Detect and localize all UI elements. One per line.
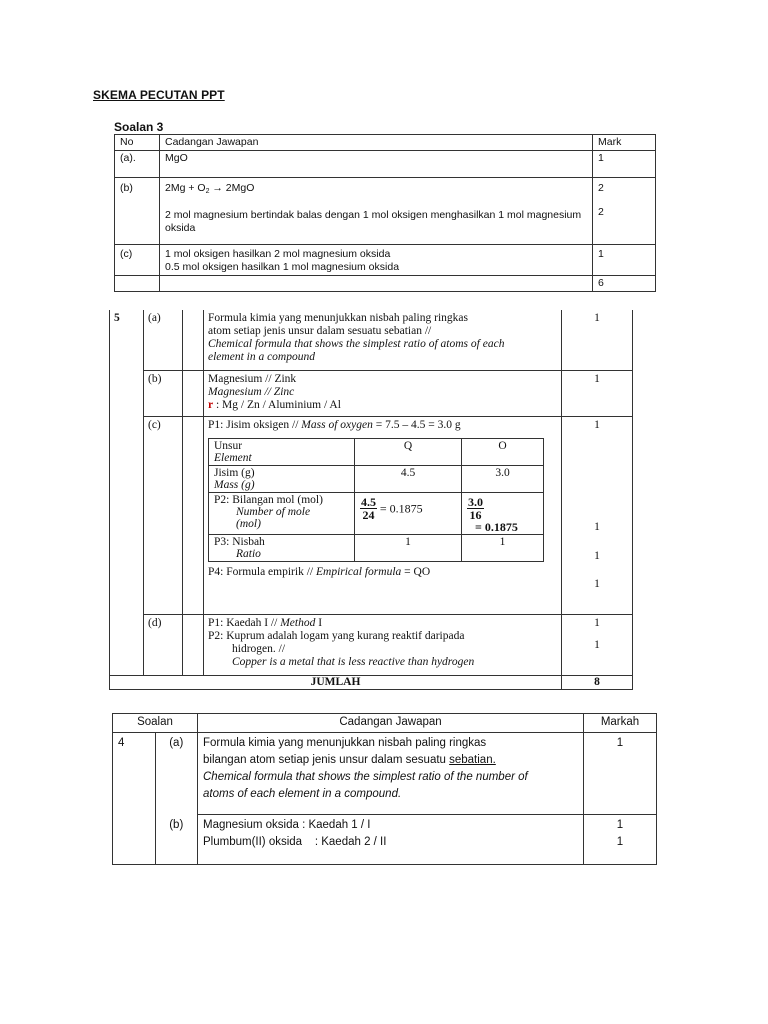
answer-line: 1 mol oksigen hasilkan 2 mol magnesium oksida [165,248,391,260]
table-row [110,371,633,417]
spacer-cell [183,310,204,371]
table-row [209,534,544,561]
question-number: 4 [113,733,156,865]
page-title: SKEMA PECUTAN PPT [93,88,225,102]
table-cell [462,492,544,534]
answer-text: 2 mol magnesium bertindak balas dengan 1 mol oksigen menghasilkan 1 mol magnesium oksida [165,209,582,234]
header-mark: Markah [584,714,657,733]
table-cell: 1 [355,534,462,561]
answer-cell [204,310,562,371]
mole-ratio-table [208,438,544,562]
table-cell: P2: Bilangan mol (mol) Number of mole (mol) [209,492,355,534]
question-number: 5 [110,310,144,675]
answer-line: P1: Jisim oksigen // Mass of oxygen = 7.5 – 4.5 = 3.0 g [208,418,461,431]
part-label: (d) [144,615,183,676]
soalan4-table [112,713,657,865]
part-label: (b) [155,815,198,865]
row-answer [160,245,593,276]
table-row [115,178,656,245]
total-label: JUMLAH [110,675,562,689]
mark-value: 1 [594,617,600,630]
answer-cell [204,371,562,417]
header-soalan: Soalan [113,714,198,733]
answer-line-english: Chemical formula that shows the simplest ratio of atoms of each [208,338,505,350]
row-no [115,276,160,292]
equation-left: 2Mg + O [165,182,206,194]
mark-cell: 1 [562,310,633,371]
mark-value: 1 [616,836,624,848]
row-mark [593,178,656,245]
table-row [209,465,544,492]
row-answer: MgO [160,151,593,178]
answer-line: Magnesium oksida : Kaedah 1 / I [203,819,371,831]
mark-value: 2 [598,182,604,194]
answer-line-english: Copper is a metal that is less reactive than hydrogen [232,656,475,669]
mark-value: 1 [594,577,600,590]
spacer-cell [183,371,204,417]
soalan3-heading: Soalan 3 [114,120,164,134]
equation-right: → 2MgO [209,182,255,194]
table-row [110,310,633,371]
part-label: (a) [155,733,198,815]
answer-cell [204,416,562,614]
answer-line: Plumbum(II) oksida : Kaedah 2 / II [203,836,387,848]
mark-value: 1 [594,418,600,431]
table-row-total [110,675,633,689]
mark-value: 1 [616,819,624,831]
answer-line: P4: Formula empirik // Empirical formula = QO [208,565,431,578]
mark-cell: 1 [562,371,633,417]
answer-text: : Mg / Zn / Aluminium / Al [213,399,341,412]
fraction-result: = 0.1875 [379,501,423,516]
answer-line-english: element in a compound [208,351,315,363]
fraction: $\frac{3.0}{16}$ [468,494,483,522]
table-row-total [115,276,656,292]
answer-line [208,399,557,412]
mark-value: 1 [594,639,600,652]
table-cell: 3.0 [462,465,544,492]
row-mark: 6 [593,276,656,292]
table-header-row [115,135,656,151]
table-row [110,615,633,676]
mark-value: 2 [598,206,604,218]
header-answer: Cadangan Jawapan [160,135,593,151]
answer-line: P2: Kuprum adalah logam yang kurang reaktif daripada [208,630,465,643]
table-cell: Unsur Element [209,438,355,465]
question5-table [109,310,633,690]
mark-value: 1 [594,549,600,562]
row-answer [160,178,593,245]
row-mark: 1 [593,245,656,276]
spacer-cell [183,416,204,614]
mark-cell: 1 [584,733,657,815]
table-cell: 1 [462,534,544,561]
equation [165,182,587,198]
table-row [115,245,656,276]
table-row [115,151,656,178]
answer-line: 0.5 mol oksigen hasilkan 1 mol magnesium oksida [165,261,400,273]
answer-line-english: Magnesium // Zinc [208,386,295,399]
answer-line-english: atoms of each element in a compound. [203,788,402,800]
table-cell: Q [355,438,462,465]
soalan3-table [114,134,656,292]
header-no: No [115,135,160,151]
row-answer [160,276,593,292]
header-answer: Cadangan Jawapan [198,714,584,733]
table-row [209,492,544,534]
table-cell [355,492,462,534]
reject-label: r [208,399,214,412]
part-label: (b) [144,371,183,417]
row-mark: 1 [593,151,656,178]
answer-line: P1: Kaedah I // Method I [208,617,323,630]
part-label: (c) [144,416,183,614]
answer-line: Formula kimia yang menunjukkan nisbah paling ringkas [203,737,487,749]
mark-cell [562,416,633,614]
row-no: (a). [115,151,160,178]
answer-line: Formula kimia yang menunjukkan nisbah paling ringkas [208,312,468,324]
spacer-cell [183,615,204,676]
answer-cell [204,615,562,676]
row-no: (c) [115,245,160,276]
answer-line: atom setiap jenis unsur dalam sesuatu sebatian // [208,325,432,337]
table-cell: O [462,438,544,465]
fraction-result: = 0.1875 [475,519,518,534]
answer-line: hidrogen. // [232,643,286,656]
table-cell: P3: Nisbah Ratio [209,534,355,561]
total-value: 8 [562,675,633,689]
answer-line: Magnesium // Zink [208,373,297,386]
header-mark: Mark [593,135,656,151]
table-row [113,733,657,815]
answer-cell [198,733,584,815]
row-no: (b) [115,178,160,245]
mark-cell [584,815,657,865]
table-cell: 4.5 [355,465,462,492]
part-label: (a) [144,310,183,371]
mark-value: 1 [594,520,600,533]
table-row [209,438,544,465]
equation-subscript: 2 [205,188,210,195]
mark-cell [562,615,633,676]
answer-line: bilangan atom setiap jenis unsur dalam sesuatu sebatian. [203,754,496,766]
answer-line-english: Chemical formula that shows the simplest ratio of the number of [203,771,528,783]
table-row [110,416,633,614]
table-header-row [113,714,657,733]
table-row [113,815,657,865]
fraction: $\frac{4.5}{24}$ [361,494,376,522]
answer-cell [198,815,584,865]
table-cell: Jisim (g) Mass (g) [209,465,355,492]
